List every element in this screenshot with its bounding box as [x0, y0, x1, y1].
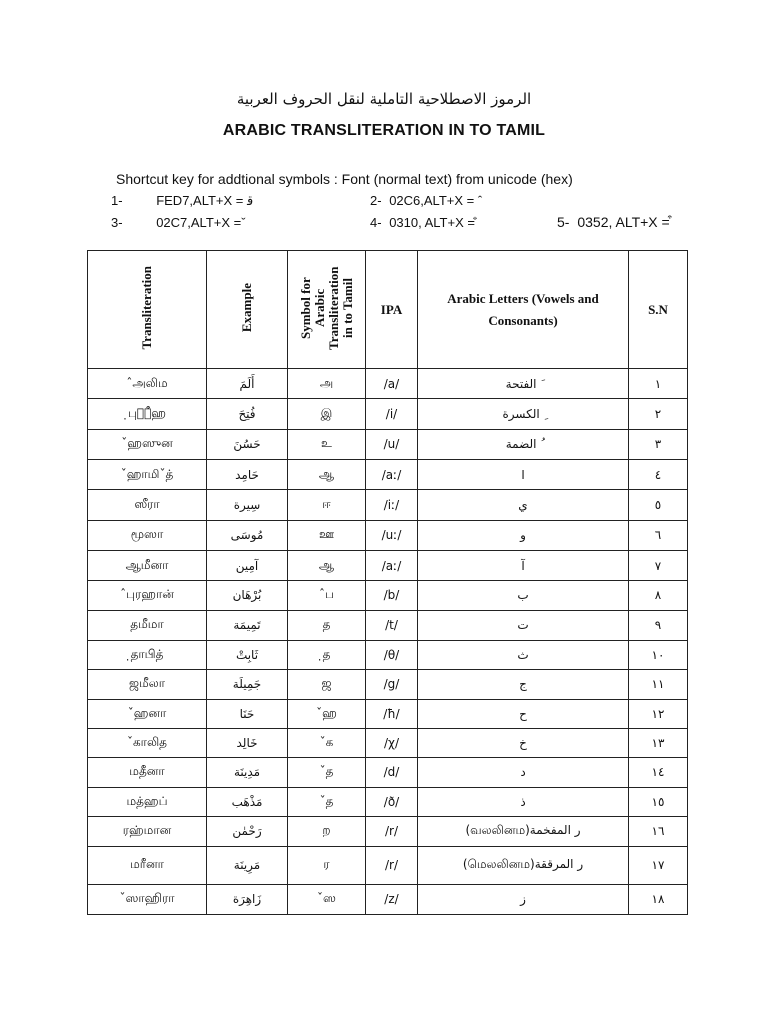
arabic-letter-cell: ز: [418, 884, 629, 914]
translit-cell: தமீமா: [88, 610, 207, 640]
shortcut-number: 2-: [370, 193, 382, 208]
symbol-cell: த: [288, 610, 366, 640]
symbol-cell: ஆ: [288, 459, 366, 489]
ipa-cell: /χ/: [366, 728, 418, 757]
arabic-letter-cell: ا: [418, 459, 629, 489]
arabic-letter-cell: ِ الكسرة: [418, 399, 629, 429]
symbol-cell: ஜ: [288, 670, 366, 699]
translit-cell: ˇகாலித: [88, 728, 207, 757]
serial-number-cell: ٥: [629, 490, 688, 520]
translit-cell: ˇஸாஹிரா: [88, 884, 207, 914]
shortcut-code: 02C7,ALT+X =ˇ: [156, 215, 246, 230]
shortcut-number: 5-: [557, 214, 570, 230]
shortcut-number: 1-: [111, 193, 123, 208]
shortcut-item-2: [370, 193, 482, 208]
ipa-cell: /u/: [366, 429, 418, 459]
example-cell: بُرْهَان: [207, 581, 288, 610]
symbol-cell: ஈ: [288, 490, 366, 520]
serial-number-cell: ٦: [629, 520, 688, 550]
shortcut-item-3: [111, 215, 246, 230]
symbol-cell: ர: [288, 847, 366, 884]
arabic-letter-cell: ت: [418, 610, 629, 640]
table-row: [88, 520, 688, 550]
arabic-letter-cell: ج: [418, 670, 629, 699]
translit-cell: மரீனா: [88, 847, 207, 884]
table-row: [88, 640, 688, 669]
table-row: [88, 369, 688, 399]
ipa-cell: /g/: [366, 670, 418, 699]
arabic-letter-cell: ُ الضمة: [418, 429, 629, 459]
header-transliteration: [88, 251, 207, 369]
arabic-letter-cell: و: [418, 520, 629, 550]
table-row: [88, 884, 688, 914]
example-cell: مَذْهَب: [207, 787, 288, 816]
serial-number-cell: ٣: [629, 429, 688, 459]
translit-cell: ˇஹனா: [88, 699, 207, 728]
ipa-cell: /d/: [366, 758, 418, 787]
symbol-cell: ˇத: [288, 787, 366, 816]
shortcut-code: 0352, ALT+X =͒: [577, 214, 670, 230]
header-ipa-label: IPA: [380, 301, 403, 317]
symbol-cell: ̣த: [288, 640, 366, 669]
header-arabic-letters: [418, 251, 629, 369]
symbol-cell: ற: [288, 816, 366, 846]
serial-number-cell: ١: [629, 369, 688, 399]
translit-cell: மூஸா: [88, 520, 207, 550]
arabic-letter-cell: آ: [418, 550, 629, 580]
example-cell: رَحْمٰن: [207, 816, 288, 846]
arabic-letter-cell: ي: [418, 490, 629, 520]
example-cell: زَاهِرَة: [207, 884, 288, 914]
symbol-cell: ˇத: [288, 758, 366, 787]
arabic-letter-cell: ث: [418, 640, 629, 669]
ipa-cell: /aː/: [366, 459, 418, 489]
translit-cell: ˆஅலிம: [88, 369, 207, 399]
table-row: [88, 728, 688, 757]
shortcut-heading: Shortcut key for addtional symbols : Font (normal text) from unicode (hex): [116, 171, 573, 187]
table-row: [88, 787, 688, 816]
serial-number-cell: ١٢: [629, 699, 688, 728]
table-row: [88, 758, 688, 787]
translit-cell: ˇஹாமிˇத்: [88, 459, 207, 489]
example-cell: مُوسَى: [207, 520, 288, 550]
example-cell: مَرِينَة: [207, 847, 288, 884]
header-sn: [629, 251, 688, 369]
table-row: [88, 699, 688, 728]
example-cell: تَمِيمَة: [207, 610, 288, 640]
table-row: [88, 847, 688, 884]
translit-cell: ̣தாபித்: [88, 640, 207, 669]
example-cell: حَامِد: [207, 459, 288, 489]
translit-cell: மத்ஹப்: [88, 787, 207, 816]
ipa-cell: /θ/: [366, 640, 418, 669]
transliteration-table: [87, 250, 688, 915]
serial-number-cell: ١٧: [629, 847, 688, 884]
serial-number-cell: ١٦: [629, 816, 688, 846]
example-cell: مَدِينَة: [207, 758, 288, 787]
serial-number-cell: ١٨: [629, 884, 688, 914]
translit-cell: மதீனா: [88, 758, 207, 787]
example-cell: ثَابِتْ: [207, 640, 288, 669]
arabic-letter-cell: ب: [418, 581, 629, 610]
ipa-cell: /ħ/: [366, 699, 418, 728]
shortcut-number: 4-: [370, 215, 382, 230]
shortcut-code: 02C6,ALT+X = ˆ: [389, 193, 483, 208]
symbol-cell: ˇக: [288, 728, 366, 757]
header-example-label: Example: [239, 282, 254, 333]
serial-number-cell: ٨: [629, 581, 688, 610]
header-ipa: [366, 251, 418, 369]
shortcut-item-4: [370, 215, 475, 230]
example-cell: خَالِد: [207, 728, 288, 757]
table-row: [88, 490, 688, 520]
symbol-cell: ஆ: [288, 550, 366, 580]
header-example: [207, 251, 288, 369]
ipa-cell: /ð/: [366, 787, 418, 816]
table-row: [88, 550, 688, 580]
arabic-title: الرموز الاصطلاحية التاملية لنقل الحروف العربية: [236, 90, 532, 108]
symbol-cell: ˆப: [288, 581, 366, 610]
serial-number-cell: ١٠: [629, 640, 688, 669]
shortcut-item-5: [557, 214, 670, 230]
serial-number-cell: ٧: [629, 550, 688, 580]
ipa-cell: /a/: [366, 369, 418, 399]
ipa-cell: /iː/: [366, 490, 418, 520]
example-cell: حَسُنَ: [207, 429, 288, 459]
serial-number-cell: ١٥: [629, 787, 688, 816]
table-row: [88, 429, 688, 459]
page-title: ARABIC TRANSLITERATION IN TO TAMIL: [222, 122, 546, 139]
example-cell: جَمِيلَة: [207, 670, 288, 699]
translit-cell: ̣புதி͒ஹ: [88, 399, 207, 429]
arabic-letter-cell: ذ: [418, 787, 629, 816]
ipa-cell: /aː/: [366, 550, 418, 580]
arabic-letter-cell: د: [418, 758, 629, 787]
ipa-cell: /r/: [366, 847, 418, 884]
header-sn-label: S.N: [648, 301, 668, 317]
example-cell: أَلَمَ: [207, 369, 288, 399]
table-row: [88, 581, 688, 610]
shortcut-item-1: [111, 193, 253, 209]
example-cell: فُتِحَ: [207, 399, 288, 429]
symbol-cell: உ: [288, 429, 366, 459]
arabic-letter-cell: َ الفتحة: [418, 369, 629, 399]
ipa-cell: /r/: [366, 816, 418, 846]
serial-number-cell: ١١: [629, 670, 688, 699]
serial-number-cell: ١٤: [629, 758, 688, 787]
symbol-cell: ˇஸ: [288, 884, 366, 914]
arabic-letter-cell: خ: [418, 728, 629, 757]
translit-cell: ˇஹஸுன: [88, 429, 207, 459]
arabic-letter-cell: ر المرققة(மெலலினம): [418, 847, 629, 884]
serial-number-cell: ٩: [629, 610, 688, 640]
example-cell: سِيرة: [207, 490, 288, 520]
ipa-cell: /uː/: [366, 520, 418, 550]
translit-cell: ஸீரா: [88, 490, 207, 520]
arabic-letter-cell: ح: [418, 699, 629, 728]
example-cell: حَنَا: [207, 699, 288, 728]
example-cell: آمِين: [207, 550, 288, 580]
header-symbol: [288, 251, 366, 369]
serial-number-cell: ١٣: [629, 728, 688, 757]
symbol-cell: அ: [288, 369, 366, 399]
header-transliteration-label: Transliteration: [139, 265, 154, 350]
translit-cell: ˆபுரஹான்: [88, 581, 207, 610]
table-row: [88, 399, 688, 429]
table-header-row: [88, 251, 688, 369]
serial-number-cell: ٢: [629, 399, 688, 429]
table-row: [88, 610, 688, 640]
ipa-cell: /i/: [366, 399, 418, 429]
symbol-cell: ˇஹ: [288, 699, 366, 728]
translit-cell: ரஹ்மான: [88, 816, 207, 846]
shortcut-number: 3-: [111, 215, 123, 230]
ipa-cell: /z/: [366, 884, 418, 914]
symbol-cell: இ: [288, 399, 366, 429]
arabic-letter-cell: ر المفخمة(வலலினம): [418, 816, 629, 846]
header-symbol-label: Symbol for Arabic Transliteration in to Tamil: [297, 265, 355, 350]
symbol-cell: ஊ: [288, 520, 366, 550]
ipa-cell: /t/: [366, 610, 418, 640]
table-row: [88, 670, 688, 699]
translit-cell: ஆமீனா: [88, 550, 207, 580]
shortcut-code: 0310, ALT+X =̐: [389, 215, 475, 230]
translit-cell: ஜமீலா: [88, 670, 207, 699]
table-row: [88, 459, 688, 489]
shortcut-code: FED7,ALT+X = ﻗ: [156, 193, 254, 208]
table-row: [88, 816, 688, 846]
serial-number-cell: ٤: [629, 459, 688, 489]
ipa-cell: /b/: [366, 581, 418, 610]
header-arabic-letters-label: Arabic Letters (Vowels and Consonants): [447, 290, 599, 328]
